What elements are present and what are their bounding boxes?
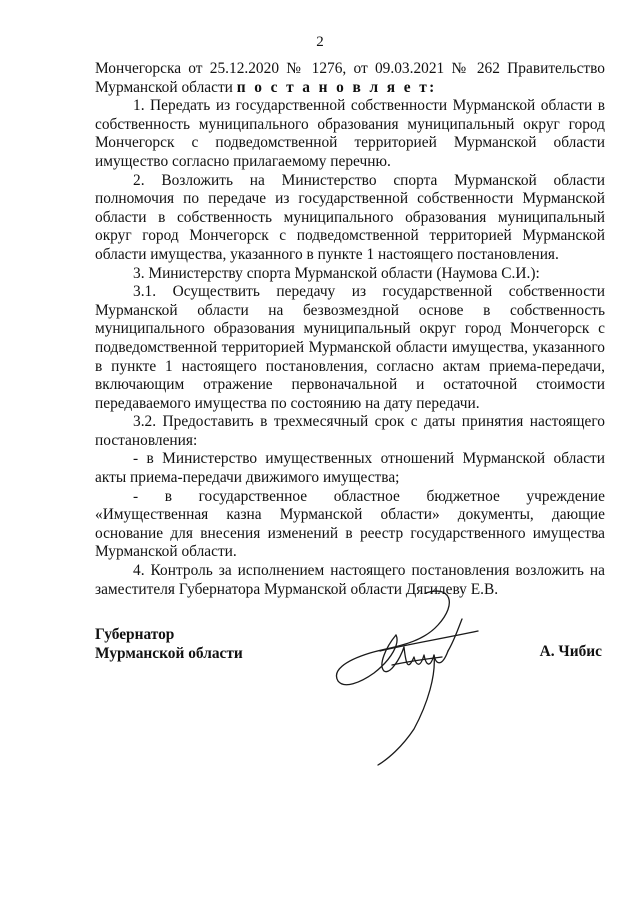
signatory-title xyxy=(95,625,243,663)
page-number: 2 xyxy=(316,34,324,50)
paragraph-3-2-b: - в государственное областное бюджетное учреждение «Имущественная казна Мурманской области» документы, дающие основание для внесения изменений в реестр государственного имущества Мурманской области. xyxy=(95,487,605,561)
paragraph-1: 1. Передать из государственной собственности Мурманской области в собственность муниципального образования муниципальный округ город Мончегорск с подведомственной территорией Мурманской области имущество согласно прилагаемому перечню. xyxy=(95,97,605,170)
signatory-title-line1: Губернатор xyxy=(95,626,175,643)
handwritten-signature xyxy=(330,585,510,770)
signatory-title-line2: Мурманской области xyxy=(95,645,243,662)
decree-word: п о с т а н о в л я е т: xyxy=(236,78,437,96)
intro-text: Мончегорска от 25.12.2020 № 1276, от 09.03.2021 № 262 Правительство Мурманской области xyxy=(95,60,605,96)
paragraph-3-2: 3.2. Предоставить в трехмесячный срок с даты принятия настоящего постановления: xyxy=(95,413,605,449)
document-body xyxy=(95,60,605,599)
paragraph-3-1: 3.1. Осуществить передачу из государственной собственности Мурманской области на безвозмездной основе в собственность муниципального образования муниципальный округ город Мончегорск с подведомственной территорией Мурманской области имущества, указанного в пункте 1 настоящего постановления, согласно актам приема-передачи, включающим отражение первоначальной и остаточной стоимости передаваемого имущества по состоянию на дату передачи. xyxy=(95,283,605,412)
paragraph-3: 3. Министерству спорта Мурманской области (Наумова С.И.): xyxy=(133,264,540,282)
paragraph-4: 4. Контроль за исполнением настоящего постановления возложить на заместителя Губернатора Мурманской области Дягилеву Е.В. xyxy=(95,562,605,598)
paragraph-2: 2. Возложить на Министерство спорта Мурманской области полномочия по передаче из государственной собственности Мурманской области в собственность муниципального образования муниципальный округ город Мончегорск с подведомственной территорией Мурманской области имущества, указанного в пункте 1 настоящего постановления. xyxy=(95,171,605,263)
paragraph-intro xyxy=(95,60,605,97)
paragraph-3-2-a: - в Министерство имущественных отношений Мурманской области акты приема-передачи движимого имущества; xyxy=(95,450,605,487)
signatory-name: А. Чибис xyxy=(539,643,602,660)
